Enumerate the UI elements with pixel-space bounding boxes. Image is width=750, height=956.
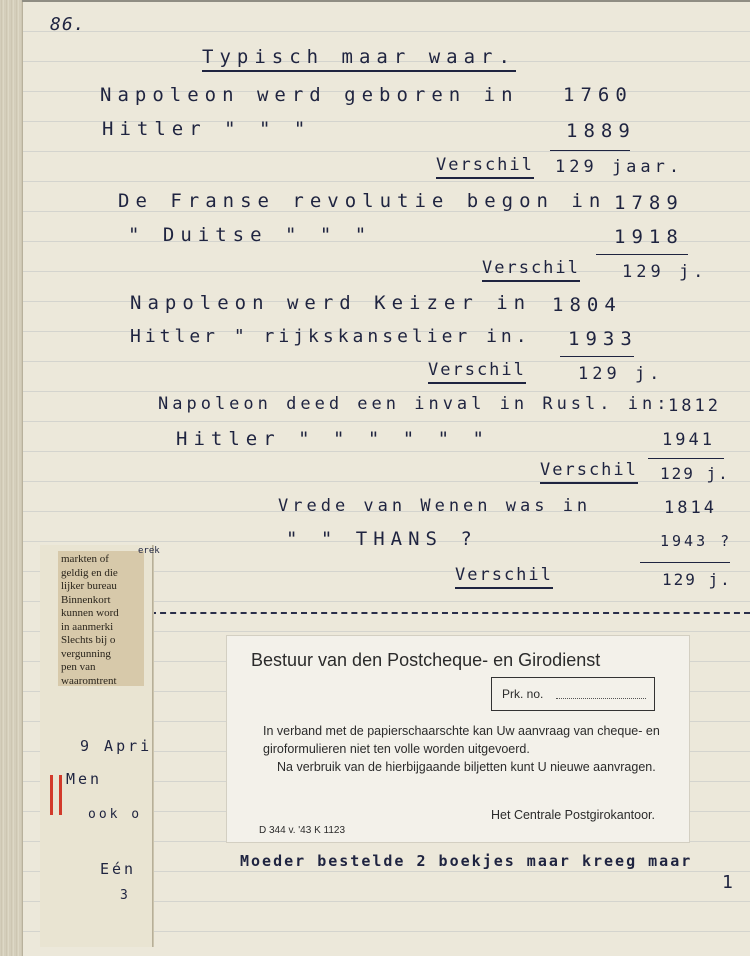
line-left: Vrede van Wenen was in — [278, 496, 592, 516]
difference-label: Verschil — [455, 565, 553, 585]
newspaper-clipping — [58, 551, 144, 686]
line-right: 1814 — [664, 498, 717, 518]
line-right: 1889 — [566, 120, 636, 142]
difference-value: 129 j. — [660, 464, 730, 483]
page-stack-edge — [0, 0, 22, 956]
corner-number: 1 — [722, 872, 733, 893]
line-right: 1943 ? — [660, 532, 733, 550]
clipping-line: pen van — [61, 661, 96, 673]
line-right: 1933 — [568, 328, 638, 350]
difference-label: Verschil — [436, 155, 534, 175]
sum-rule — [560, 356, 634, 357]
line-right: 1804 — [552, 294, 622, 316]
form-paragraph: In verband met de papierschaarschte kan Uw aanvraag van cheque- en giroformulieren niet ten volle worden uitgevoerd. — [263, 724, 660, 756]
prk-label: Prk. no. — [502, 687, 544, 701]
margin-note: Men — [66, 770, 103, 788]
difference-value: 129 j. — [622, 262, 708, 282]
clipping-line: lijker bureau — [61, 580, 117, 592]
line-left: Napoleon deed een inval in Rusl. in: — [158, 394, 671, 414]
line-left: De Franse revolutie begon in — [118, 190, 607, 212]
line-right: 1918 — [614, 226, 684, 248]
line-left: " " THANS ? — [286, 528, 478, 550]
margin-note: 9 Apri — [80, 737, 153, 755]
page-number: 86. — [50, 14, 86, 35]
prk-dotted-line — [556, 698, 646, 699]
dashed-separator — [150, 612, 750, 614]
line-left: " Duitse " " " — [128, 224, 373, 246]
difference-value: 129 j. — [662, 570, 732, 589]
difference-value: 129 jaar. — [555, 157, 684, 177]
line-right: 1789 — [614, 192, 684, 214]
form-paragraph: Na verbruik van de hierbijgaande biljetten kunt U nieuwe aanvragen. — [277, 760, 656, 774]
clipping-line: Slechts bij o — [61, 634, 116, 646]
difference-value: 129 j. — [578, 364, 664, 384]
line-right: 1812 — [668, 396, 721, 416]
sum-rule — [640, 562, 730, 563]
line-left: Hitler " " " — [102, 118, 312, 140]
form-code: D 344 v. '43 K 1123 — [259, 825, 346, 836]
difference-label: Verschil — [428, 360, 526, 380]
bottom-handwritten-line: Moeder bestelde 2 boekjes maar kreeg maar — [240, 852, 693, 870]
form-body — [263, 722, 663, 776]
line-left: Hitler " rijkskanselier in. — [130, 326, 531, 347]
line-left: Napoleon werd Keizer in — [130, 292, 532, 314]
page-title — [202, 46, 516, 68]
form-signature: Het Centrale Postgirokantoor. — [491, 808, 655, 822]
line-left: Napoleon werd geboren in — [100, 84, 519, 106]
red-margin-marks — [50, 775, 62, 815]
clipping-header: erek — [138, 546, 160, 556]
form-title: Bestuur van den Postcheque- en Girodienst — [251, 650, 601, 670]
line-right: 1941 — [662, 430, 715, 450]
clipping-line: vergunning — [61, 647, 111, 660]
sum-rule — [596, 254, 688, 255]
title-text: Typisch maar waar. — [202, 46, 516, 72]
difference-label: Verschil — [540, 460, 638, 480]
difference-label: Verschil — [482, 258, 580, 278]
postcheque-notice — [226, 635, 690, 843]
clipping-line: waaromtrent — [61, 674, 117, 686]
margin-note: 3 — [120, 888, 131, 903]
margin-note: Eén — [100, 860, 137, 878]
prk-number-box — [491, 677, 655, 711]
sum-rule — [550, 150, 630, 151]
line-right: 1760 — [563, 84, 633, 106]
sum-rule — [648, 458, 724, 459]
margin-note: ook o — [88, 807, 143, 822]
clipping-line: geldig en die — [61, 566, 118, 579]
clipping-line: markten of — [61, 553, 109, 565]
line-left: Hitler " " " " " " — [176, 428, 490, 450]
clipping-line: in aanmerki — [61, 620, 114, 633]
clipping-line: Binnenkort — [61, 593, 111, 606]
clipping-line: kunnen word — [61, 607, 119, 619]
